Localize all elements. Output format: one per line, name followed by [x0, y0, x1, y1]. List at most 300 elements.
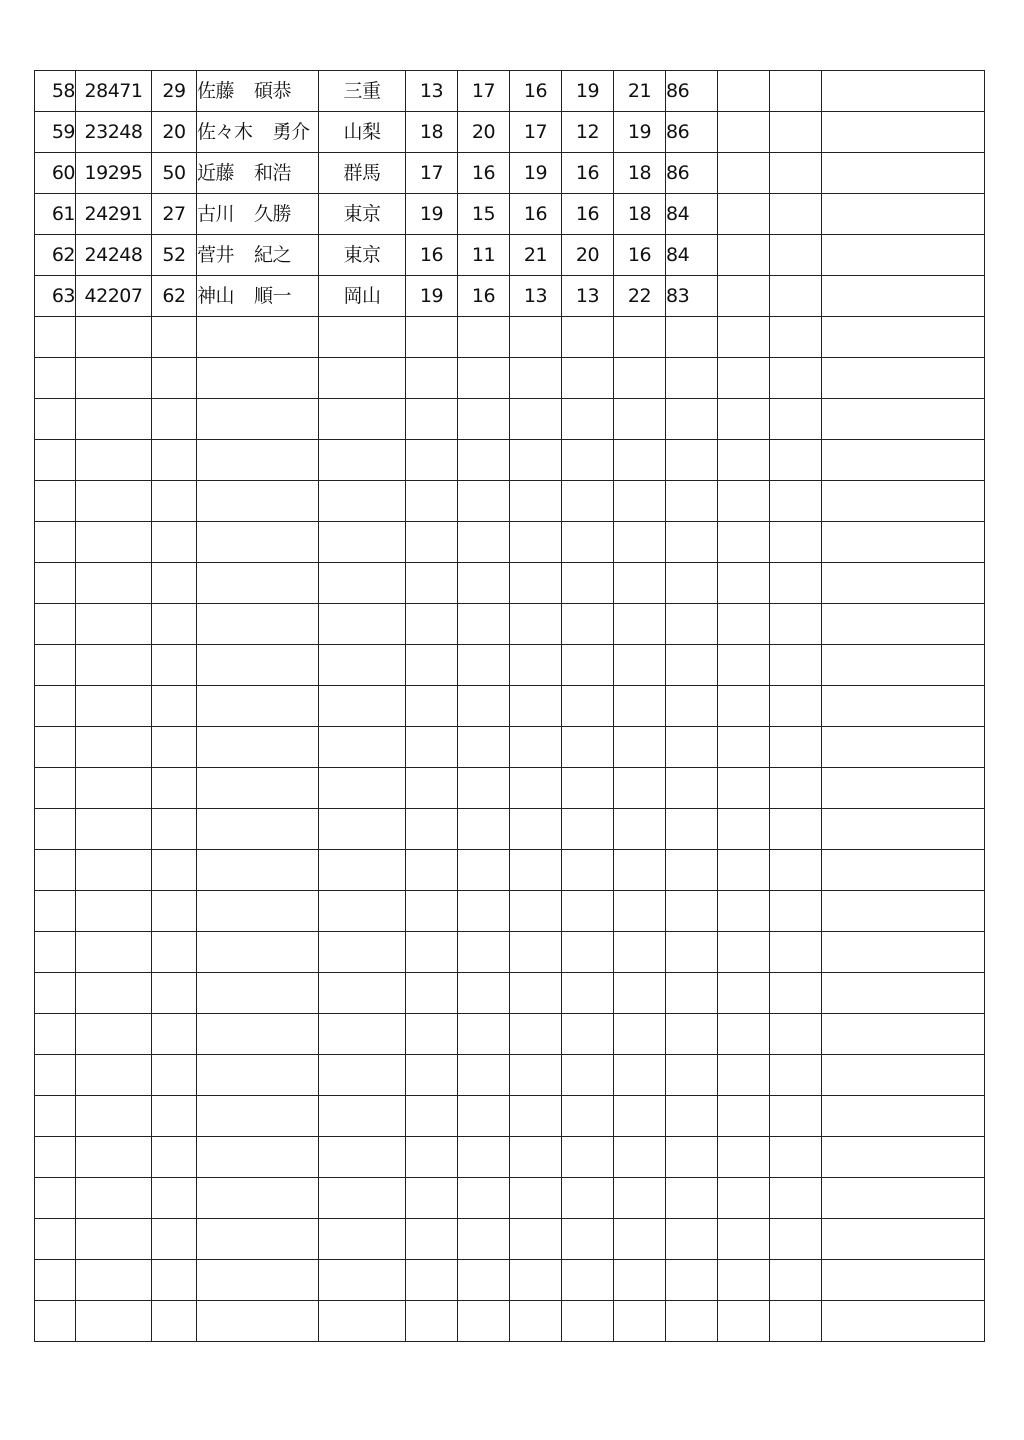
blank-cell: [35, 809, 76, 850]
blank-cell: [822, 358, 985, 399]
blank-cell: [458, 686, 510, 727]
blank-cell: [510, 891, 562, 932]
blank-cell: [562, 645, 614, 686]
blank-cell: [614, 358, 666, 399]
blank-cell: [562, 604, 614, 645]
blank-cell: [562, 686, 614, 727]
blank-cell: [458, 768, 510, 809]
blank-cell: [197, 1260, 319, 1301]
blank-cell: [770, 153, 822, 194]
blank-cell: [406, 932, 458, 973]
number-cell: 50: [152, 153, 197, 194]
blank-cell: [319, 358, 406, 399]
blank-cell: [770, 235, 822, 276]
rank-cell: 61: [35, 194, 76, 235]
blank-cell: [76, 604, 152, 645]
blank-cell: [319, 809, 406, 850]
table-row: [35, 112, 985, 153]
blank-cell: [562, 1260, 614, 1301]
blank-cell: [406, 440, 458, 481]
blank-cell: [76, 1014, 152, 1055]
blank-cell: [152, 1260, 197, 1301]
blank-cell: [562, 850, 614, 891]
blank-cell: [718, 1178, 770, 1219]
blank-cell: [822, 563, 985, 604]
blank-cell: [614, 768, 666, 809]
blank-cell: [666, 440, 718, 481]
blank-cell: [666, 1055, 718, 1096]
blank-cell: [319, 727, 406, 768]
blank-cell: [510, 973, 562, 1014]
blank-cell: [152, 522, 197, 563]
blank-cell: [822, 1301, 985, 1342]
blank-cell: [458, 522, 510, 563]
blank-cell: [319, 1178, 406, 1219]
blank-cell: [35, 1301, 76, 1342]
blank-cell: [510, 604, 562, 645]
blank-cell: [406, 481, 458, 522]
blank-cell: [562, 932, 614, 973]
blank-cell: [319, 973, 406, 1014]
blank-cell: [458, 1260, 510, 1301]
blank-cell: [319, 522, 406, 563]
blank-cell: [197, 1055, 319, 1096]
blank-cell: [718, 235, 770, 276]
total-cell: 84: [666, 194, 718, 235]
blank-cell: [770, 1096, 822, 1137]
blank-cell: [458, 1301, 510, 1342]
blank-cell: [770, 932, 822, 973]
blank-cell: [822, 727, 985, 768]
blank-cell: [562, 522, 614, 563]
blank-cell: [76, 440, 152, 481]
blank-cell: [666, 358, 718, 399]
blank-cell: [197, 645, 319, 686]
blank-cell: [458, 317, 510, 358]
empty-table-row: [35, 809, 985, 850]
blank-cell: [76, 399, 152, 440]
blank-cell: [822, 604, 985, 645]
name-cell: [197, 235, 319, 276]
blank-cell: [458, 1219, 510, 1260]
id-cell: 42207: [76, 276, 152, 317]
table-row: [35, 71, 985, 112]
blank-cell: [510, 481, 562, 522]
empty-table-row: [35, 604, 985, 645]
blank-cell: [666, 399, 718, 440]
blank-cell: [152, 1301, 197, 1342]
score-cell: 19: [406, 276, 458, 317]
blank-cell: [406, 604, 458, 645]
score-cell: 16: [562, 153, 614, 194]
blank-cell: [666, 1301, 718, 1342]
table-row: [35, 276, 985, 317]
blank-cell: [822, 153, 985, 194]
blank-cell: [35, 973, 76, 1014]
blank-cell: [35, 727, 76, 768]
blank-cell: [76, 481, 152, 522]
blank-cell: [76, 522, 152, 563]
blank-cell: [614, 522, 666, 563]
prefecture-cell: 山梨: [319, 112, 406, 153]
score-cell: 13: [510, 276, 562, 317]
empty-table-row: [35, 1055, 985, 1096]
empty-table-row: [35, 973, 985, 1014]
empty-table-row: [35, 1096, 985, 1137]
blank-cell: [718, 645, 770, 686]
blank-cell: [822, 317, 985, 358]
blank-cell: [666, 932, 718, 973]
score-cell: 16: [510, 194, 562, 235]
blank-cell: [510, 1014, 562, 1055]
blank-cell: [562, 768, 614, 809]
blank-cell: [76, 850, 152, 891]
blank-cell: [197, 604, 319, 645]
blank-cell: [197, 563, 319, 604]
blank-cell: [770, 891, 822, 932]
blank-cell: [197, 440, 319, 481]
blank-cell: [822, 235, 985, 276]
blank-cell: [562, 1219, 614, 1260]
blank-cell: [718, 481, 770, 522]
blank-cell: [76, 358, 152, 399]
blank-cell: [319, 686, 406, 727]
blank-cell: [76, 645, 152, 686]
blank-cell: [822, 686, 985, 727]
blank-cell: [197, 1014, 319, 1055]
blank-cell: [35, 768, 76, 809]
blank-cell: [406, 399, 458, 440]
blank-cell: [319, 563, 406, 604]
blank-cell: [35, 1178, 76, 1219]
blank-cell: [76, 1096, 152, 1137]
blank-cell: [152, 686, 197, 727]
blank-cell: [35, 317, 76, 358]
blank-cell: [770, 358, 822, 399]
blank-cell: [562, 1096, 614, 1137]
blank-cell: [406, 1137, 458, 1178]
blank-cell: [614, 1014, 666, 1055]
id-cell: 28471: [76, 71, 152, 112]
empty-table-row: [35, 440, 985, 481]
blank-cell: [666, 850, 718, 891]
blank-cell: [76, 317, 152, 358]
empty-table-row: [35, 317, 985, 358]
blank-cell: [770, 645, 822, 686]
blank-cell: [406, 809, 458, 850]
blank-cell: [152, 1219, 197, 1260]
number-cell: 29: [152, 71, 197, 112]
blank-cell: [718, 1219, 770, 1260]
blank-cell: [822, 1014, 985, 1055]
blank-cell: [510, 1178, 562, 1219]
blank-cell: [35, 440, 76, 481]
empty-table-row: [35, 850, 985, 891]
name-cell: [197, 112, 319, 153]
blank-cell: [718, 358, 770, 399]
id-cell: 19295: [76, 153, 152, 194]
blank-cell: [718, 71, 770, 112]
surname-text: 古川: [197, 203, 235, 225]
blank-cell: [770, 440, 822, 481]
blank-cell: [76, 932, 152, 973]
blank-cell: [666, 1096, 718, 1137]
blank-cell: [406, 727, 458, 768]
blank-cell: [822, 1178, 985, 1219]
blank-cell: [770, 1219, 822, 1260]
blank-cell: [152, 809, 197, 850]
name-cell: [197, 276, 319, 317]
score-cell: 16: [458, 276, 510, 317]
blank-cell: [666, 1178, 718, 1219]
blank-cell: [319, 399, 406, 440]
blank-cell: [197, 973, 319, 1014]
score-cell: 19: [614, 112, 666, 153]
blank-cell: [197, 481, 319, 522]
rank-cell: 59: [35, 112, 76, 153]
blank-cell: [822, 276, 985, 317]
blank-cell: [76, 563, 152, 604]
blank-cell: [458, 932, 510, 973]
blank-cell: [406, 645, 458, 686]
blank-cell: [406, 891, 458, 932]
blank-cell: [152, 1096, 197, 1137]
blank-cell: [718, 809, 770, 850]
blank-cell: [822, 481, 985, 522]
blank-cell: [152, 563, 197, 604]
rank-cell: 60: [35, 153, 76, 194]
blank-cell: [770, 604, 822, 645]
empty-table-row: [35, 932, 985, 973]
blank-cell: [562, 891, 614, 932]
blank-cell: [458, 1178, 510, 1219]
blank-cell: [614, 850, 666, 891]
blank-cell: [822, 645, 985, 686]
blank-cell: [614, 440, 666, 481]
id-cell: 23248: [76, 112, 152, 153]
blank-cell: [510, 440, 562, 481]
score-cell: 21: [614, 71, 666, 112]
blank-cell: [718, 153, 770, 194]
blank-cell: [35, 1260, 76, 1301]
given-name-text: 順一: [254, 285, 292, 307]
blank-cell: [406, 850, 458, 891]
blank-cell: [770, 1301, 822, 1342]
blank-cell: [822, 1260, 985, 1301]
blank-cell: [319, 317, 406, 358]
blank-cell: [822, 891, 985, 932]
blank-cell: [562, 440, 614, 481]
blank-cell: [152, 727, 197, 768]
blank-cell: [666, 481, 718, 522]
name-cell: [197, 153, 319, 194]
rank-cell: 62: [35, 235, 76, 276]
number-cell: 62: [152, 276, 197, 317]
blank-cell: [718, 399, 770, 440]
blank-cell: [319, 850, 406, 891]
blank-cell: [770, 1137, 822, 1178]
blank-cell: [510, 1096, 562, 1137]
blank-cell: [458, 399, 510, 440]
blank-cell: [152, 645, 197, 686]
blank-cell: [458, 1014, 510, 1055]
blank-cell: [770, 194, 822, 235]
blank-cell: [76, 1055, 152, 1096]
blank-cell: [510, 1055, 562, 1096]
blank-cell: [35, 932, 76, 973]
blank-cell: [458, 563, 510, 604]
blank-cell: [510, 932, 562, 973]
blank-cell: [614, 973, 666, 1014]
blank-cell: [614, 891, 666, 932]
blank-cell: [197, 686, 319, 727]
score-cell: 22: [614, 276, 666, 317]
blank-cell: [152, 358, 197, 399]
score-cell: 20: [458, 112, 510, 153]
blank-cell: [406, 686, 458, 727]
blank-cell: [406, 1219, 458, 1260]
empty-table-row: [35, 686, 985, 727]
blank-cell: [718, 440, 770, 481]
blank-cell: [562, 1055, 614, 1096]
blank-cell: [458, 645, 510, 686]
blank-cell: [562, 1301, 614, 1342]
blank-cell: [406, 1178, 458, 1219]
blank-cell: [152, 440, 197, 481]
total-cell: 84: [666, 235, 718, 276]
blank-cell: [666, 1260, 718, 1301]
blank-cell: [718, 563, 770, 604]
blank-cell: [666, 1137, 718, 1178]
blank-cell: [35, 522, 76, 563]
blank-cell: [35, 563, 76, 604]
blank-cell: [510, 727, 562, 768]
blank-cell: [562, 1137, 614, 1178]
blank-cell: [718, 850, 770, 891]
blank-cell: [822, 112, 985, 153]
blank-cell: [197, 1178, 319, 1219]
total-cell: 86: [666, 71, 718, 112]
blank-cell: [718, 1014, 770, 1055]
blank-cell: [152, 1178, 197, 1219]
empty-table-row: [35, 358, 985, 399]
blank-cell: [666, 973, 718, 1014]
blank-cell: [152, 481, 197, 522]
blank-cell: [152, 317, 197, 358]
blank-cell: [197, 850, 319, 891]
surname-text: 佐々木: [197, 121, 253, 143]
prefecture-cell: 群馬: [319, 153, 406, 194]
blank-cell: [718, 522, 770, 563]
blank-cell: [406, 1055, 458, 1096]
score-cell: 13: [562, 276, 614, 317]
blank-cell: [197, 1137, 319, 1178]
blank-cell: [458, 604, 510, 645]
blank-cell: [35, 1055, 76, 1096]
blank-cell: [718, 727, 770, 768]
blank-cell: [510, 399, 562, 440]
score-cell: 18: [614, 153, 666, 194]
blank-cell: [562, 809, 614, 850]
blank-cell: [406, 317, 458, 358]
blank-cell: [76, 973, 152, 1014]
blank-cell: [770, 522, 822, 563]
blank-cell: [718, 932, 770, 973]
blank-cell: [614, 317, 666, 358]
blank-cell: [76, 809, 152, 850]
total-cell: 86: [666, 153, 718, 194]
blank-cell: [152, 1137, 197, 1178]
blank-cell: [614, 1137, 666, 1178]
blank-cell: [152, 604, 197, 645]
prefecture-cell: 東京: [319, 194, 406, 235]
blank-cell: [770, 1014, 822, 1055]
blank-cell: [458, 1137, 510, 1178]
blank-cell: [319, 1137, 406, 1178]
blank-cell: [718, 112, 770, 153]
blank-cell: [406, 1096, 458, 1137]
given-name-text: 紀之: [254, 244, 292, 266]
given-name-text: 和浩: [254, 162, 292, 184]
score-cell: 16: [510, 71, 562, 112]
blank-cell: [822, 194, 985, 235]
results-table: [34, 70, 985, 1342]
blank-cell: [76, 1178, 152, 1219]
blank-cell: [770, 973, 822, 1014]
blank-cell: [770, 1055, 822, 1096]
blank-cell: [35, 1096, 76, 1137]
given-name-text: 碩恭: [254, 80, 292, 102]
score-cell: 20: [562, 235, 614, 276]
score-cell: 13: [406, 71, 458, 112]
score-cell: 15: [458, 194, 510, 235]
blank-cell: [76, 891, 152, 932]
blank-cell: [614, 932, 666, 973]
blank-cell: [319, 768, 406, 809]
prefecture-cell: 東京: [319, 235, 406, 276]
blank-cell: [614, 686, 666, 727]
blank-cell: [718, 891, 770, 932]
blank-cell: [562, 317, 614, 358]
blank-cell: [614, 727, 666, 768]
blank-cell: [35, 1219, 76, 1260]
blank-cell: [562, 358, 614, 399]
blank-cell: [614, 563, 666, 604]
blank-cell: [770, 1178, 822, 1219]
blank-cell: [614, 481, 666, 522]
blank-cell: [666, 768, 718, 809]
blank-cell: [197, 358, 319, 399]
score-cell: 16: [406, 235, 458, 276]
blank-cell: [770, 850, 822, 891]
blank-cell: [458, 440, 510, 481]
blank-cell: [76, 768, 152, 809]
blank-cell: [76, 686, 152, 727]
name-cell: [197, 194, 319, 235]
table-row: [35, 153, 985, 194]
blank-cell: [35, 1137, 76, 1178]
blank-cell: [152, 932, 197, 973]
blank-cell: [614, 1096, 666, 1137]
blank-cell: [770, 317, 822, 358]
blank-cell: [770, 563, 822, 604]
empty-table-row: [35, 1219, 985, 1260]
blank-cell: [510, 686, 562, 727]
blank-cell: [614, 399, 666, 440]
blank-cell: [770, 71, 822, 112]
empty-table-row: [35, 768, 985, 809]
score-cell: 17: [510, 112, 562, 153]
